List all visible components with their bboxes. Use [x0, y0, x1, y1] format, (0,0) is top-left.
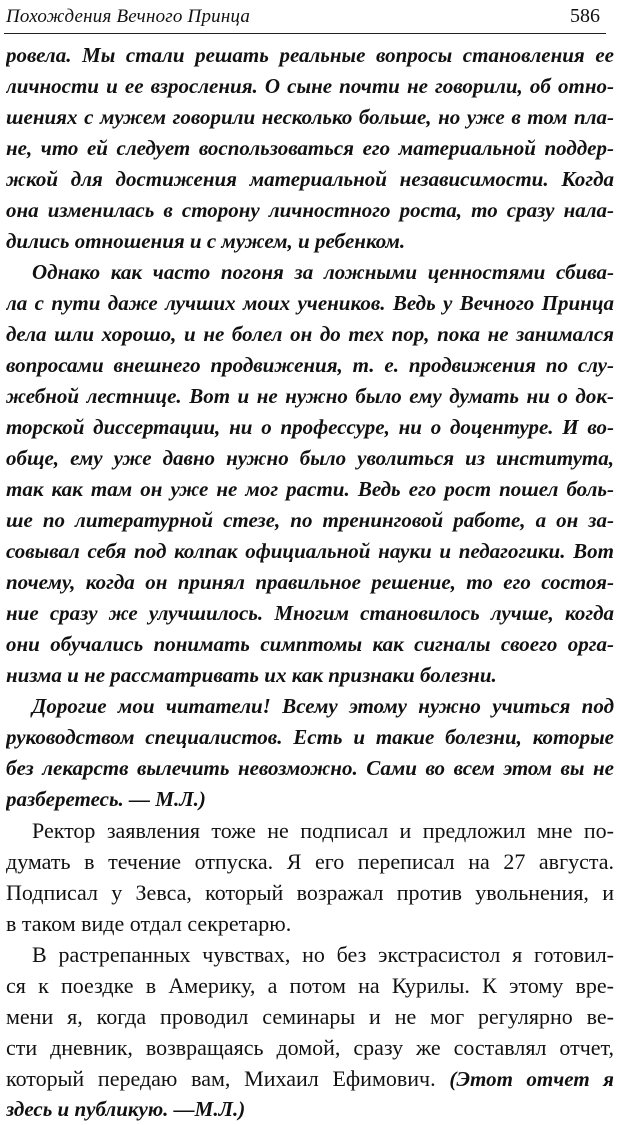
text-line: ла с пути даже лучших моих учеников. Ведь у Вечного Принца	[6, 291, 614, 315]
text-line: так как там он уже не мог расти. Ведь его рост пошел боль-	[6, 477, 614, 501]
text-line: в таком виде отдал секретарю.	[6, 911, 292, 936]
editor-note-start: (Этот отчет я	[449, 1067, 614, 1091]
text-line-mixed	[6, 1063, 614, 1094]
text-line: думать в течение отпуска. Я его переписал на 27 августа.	[6, 849, 614, 874]
paragraph-5	[6, 939, 614, 1125]
paragraph-3	[6, 691, 614, 815]
text-line: дились отношения и с мужем, и ребенком.	[6, 229, 406, 253]
text-line: мени я, когда проводил семинары и не мог регулярно ве-	[6, 1004, 614, 1029]
text-line: она изменилась в сторону личностного роста, то сразу нала-	[6, 198, 614, 222]
paragraph-4	[6, 815, 614, 939]
page-number: 586	[570, 5, 600, 27]
text-line: ше по литературной стезе, по тренинговой работе, а он за-	[6, 508, 614, 532]
text-line: обще, ему уже давно нужно было уволиться из института,	[6, 446, 614, 470]
text-line: почему, когда он принял правильное решение, то его состоя-	[6, 570, 614, 594]
text-line: Ректор заявления тоже не подписал и предложил мне по-	[32, 818, 614, 843]
text-line: дела шли хорошо, и не болел он до тех пор, пока не занимался	[6, 322, 614, 346]
text-line: шениях с мужем говорили несколько больше, но уже в том пла-	[6, 105, 614, 129]
text-line: они обучались понимать симптомы как сигналы своего орга-	[6, 632, 614, 656]
text-line: ся к поездке в Америку, а потом на Курилы. К этому вре-	[6, 973, 614, 998]
running-title: Похождения Вечного Принца	[6, 6, 251, 27]
text-line: личности и ее взросления. О сыне почти не говорили, об отно-	[6, 74, 614, 98]
running-header	[6, 4, 600, 30]
text-line: совывал себя под колпак официальной науки и педагогики. Вот	[6, 539, 614, 563]
text-line: вопросами внешнего продвижения, т. е. продвижения по слу-	[6, 353, 614, 377]
text-line: Дорогие мои читатели! Всему этому нужно учиться под	[32, 694, 614, 718]
text-line: жкой для достижения материальной независимости. Когда	[6, 167, 614, 191]
text-line: торской диссертации, ни о профессуре, ни о доцентуре. И во-	[6, 415, 614, 439]
text-line: ние сразу же улучшилось. Многим становилось лучше, когда	[6, 601, 614, 625]
body-text	[6, 40, 614, 1125]
editor-note-end: здесь и публикую. —М.Л.)	[6, 1097, 246, 1121]
paragraph-2	[6, 257, 614, 691]
text-line: жебной лестнице. Вот и не нужно было ему думать ни о док-	[6, 384, 614, 408]
text-line: Подписал у Зевса, который возражал против увольнения, и	[6, 880, 614, 905]
text-line: не, что ей следует воспользоваться его материальной поддер-	[6, 136, 614, 160]
text-line: Однако как часто погоня за ложными ценностями сбива-	[32, 260, 614, 284]
header-rule	[4, 33, 606, 34]
text-line: руководством специалистов. Есть и такие болезни, которые	[6, 725, 614, 749]
text-line: разберетесь. — М.Л.)	[6, 787, 206, 811]
text-segment: который передаю вам, Михаил Ефимович.	[6, 1066, 436, 1091]
paragraph-1	[6, 40, 614, 257]
text-line: ровела. Мы стали решать реальные вопросы становления ее	[6, 43, 614, 67]
text-line: без лекарств вылечить невозможно. Сами во всем этом вы не	[6, 756, 614, 780]
text-line: сти дневник, возвращаясь домой, сразу же составлял отчет,	[6, 1035, 614, 1060]
text-line: В растрепанных чувствах, но без экстрасистол я готовил-	[32, 942, 614, 967]
text-line: низма и не рассматривать их как признаки болезни.	[6, 663, 497, 687]
